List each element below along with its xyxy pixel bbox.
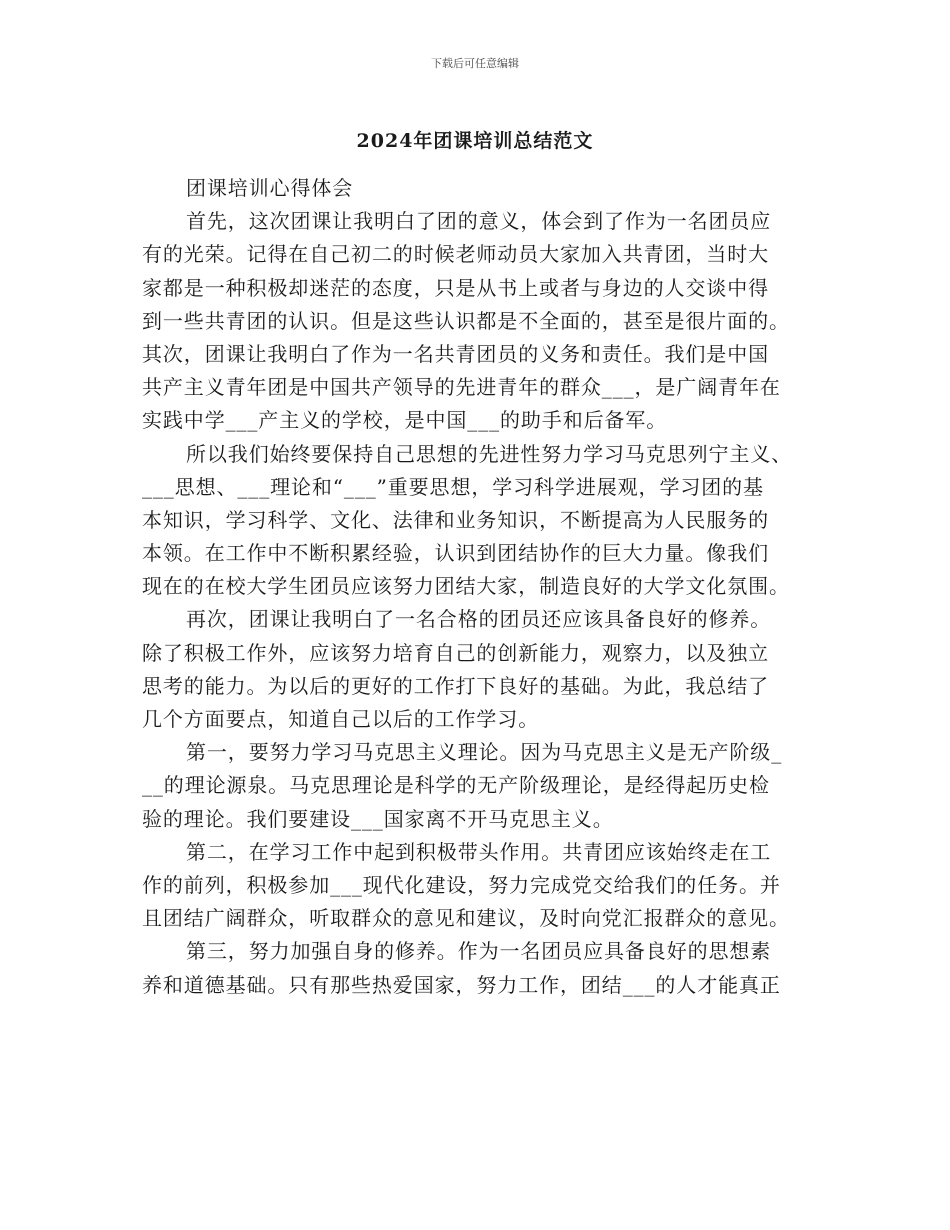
text-line: 再次，团课让我明白了一名合格的团员还应该具备良好的修养。 <box>186 607 772 632</box>
text-line: 验的理论。我们要建设___国家离不开马克思主义。 <box>142 806 614 831</box>
text-line: 所以我们始终要保持自己思想的先进性努力学习马克思列宁主义、 <box>186 441 793 466</box>
text-line: 第一，要努力学习马克思主义理论。因为马克思主义是无产阶级_ <box>186 740 783 765</box>
document-title: 2024年团课培训总结范文 <box>356 130 594 152</box>
text-line: ___思想、___理论和“___”重要思想，学习科学进展观，学习团的基 <box>142 474 764 499</box>
text-line: 几个方面要点，知道自己以后的工作学习。 <box>142 707 540 731</box>
document-body <box>142 172 812 1002</box>
text-line: 共产主义青年团是中国共产领导的先进青年的群众___，是广阔青年在 <box>142 375 781 400</box>
text-line: 本领。在工作中不断积累经验，认识到团结协作的巨大力量。像我们 <box>142 541 769 566</box>
text-line: 思考的能力。为以后的更好的工作打下良好的基础。为此，我总结了 <box>142 673 769 698</box>
text-line: 且团结广阔群众，听取群众的意见和建议，及时向党汇报群众的意见。 <box>142 906 790 931</box>
text-line: 第二，在学习工作中起到积极带头作用。共青团应该始终走在工 <box>186 839 772 864</box>
text-line: 家都是一种积极却迷茫的态度，只是从书上或者与身边的人交谈中得 <box>142 275 769 300</box>
text-line: 实践中学___产主义的学校，是中国___的助手和后备军。 <box>142 408 668 433</box>
text-line: 首先，这次团课让我明白了团的意义，体会到了作为一名团员应 <box>186 209 772 234</box>
text-line: 除了积极工作外，应该努力培育自己的创新能力，观察力，以及独立 <box>142 640 769 665</box>
text-line: 第三，努力加强自身的修养。作为一名团员应具备良好的思想素 <box>186 939 772 964</box>
text-line: 团课培训心得体会 <box>186 176 354 200</box>
text-line: 现在的在校大学生团员应该努力团结大家，制造良好的大学文化氛围。 <box>142 574 790 599</box>
header-note: 下载后可任意编辑 <box>431 57 519 70</box>
text-line: 养和道德基础。只有那些热爱国家，努力工作，团结___的人才能真正 <box>142 972 781 997</box>
text-line: 本知识，学习科学、文化、法律和业务知识，不断提高为人民服务的 <box>142 507 769 532</box>
text-line: 有的光荣。记得在自己初二的时候老师动员大家加入共青团，当时大 <box>142 242 769 267</box>
text-line: 作的前列，积极参加___现代化建设，努力完成党交给我们的任务。并 <box>142 872 781 897</box>
text-line: 其次，团课让我明白了作为一名共青团员的义务和责任。我们是中国 <box>142 341 769 366</box>
text-line: __的理论源泉。马克思理论是科学的无产阶级理论，是经得起历史检 <box>142 773 770 798</box>
text-line: 到一些共青团的认识。但是这些认识都是不全面的，甚至是很片面的。 <box>142 308 790 333</box>
